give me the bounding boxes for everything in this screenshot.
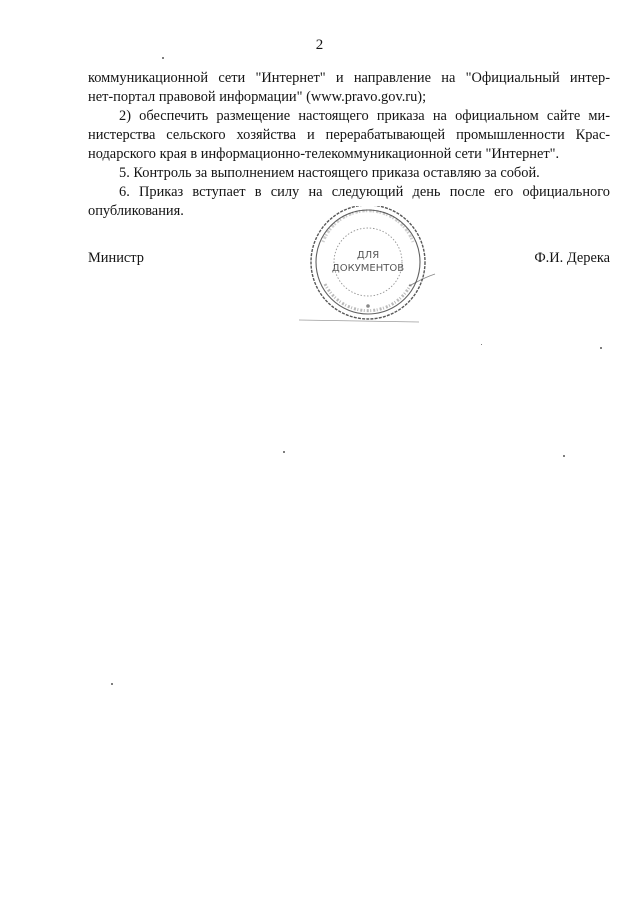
scan-speck: [563, 455, 565, 457]
official-seal-stamp: [299, 206, 437, 324]
stamp-text-line2: ДОКУМЕНТОВ: [331, 263, 405, 274]
paragraph-line: 2) обеспечить размещение настоящего приказа на официальном сайте ми-: [119, 108, 610, 124]
scan-speck: [283, 451, 285, 453]
paragraph-line: нистерства сельского хозяйства и перерабатывающей промышленности Крас-: [88, 127, 610, 143]
paragraph-line: опубликования.: [88, 203, 184, 219]
scan-speck: [481, 344, 482, 345]
paragraph-line: нодарского края в информационно-телекоммуникационной сети "Интернет".: [88, 146, 560, 162]
paragraph-line: нет-портал правовой информации" (www.pravo.gov.ru);: [88, 89, 427, 105]
scan-speck: [162, 57, 164, 59]
document-body: [88, 69, 610, 221]
paragraph-line: 6. Приказ вступает в силу на следующий день после его официального: [119, 184, 610, 200]
signatory-title: Министр: [88, 250, 144, 266]
stamp-text-line1: ДЛЯ: [356, 250, 380, 261]
scan-speck: [111, 683, 113, 685]
scan-speck: [600, 347, 602, 349]
page-number: 2: [315, 37, 324, 53]
paragraph-line: коммуникационной сети "Интернет" и направление на "Официальный интер-: [88, 70, 610, 86]
paragraph-line: 5. Контроль за выполнением настоящего приказа оставляю за собой.: [119, 165, 540, 181]
signatory-name: Ф.И. Дерека: [534, 250, 610, 266]
